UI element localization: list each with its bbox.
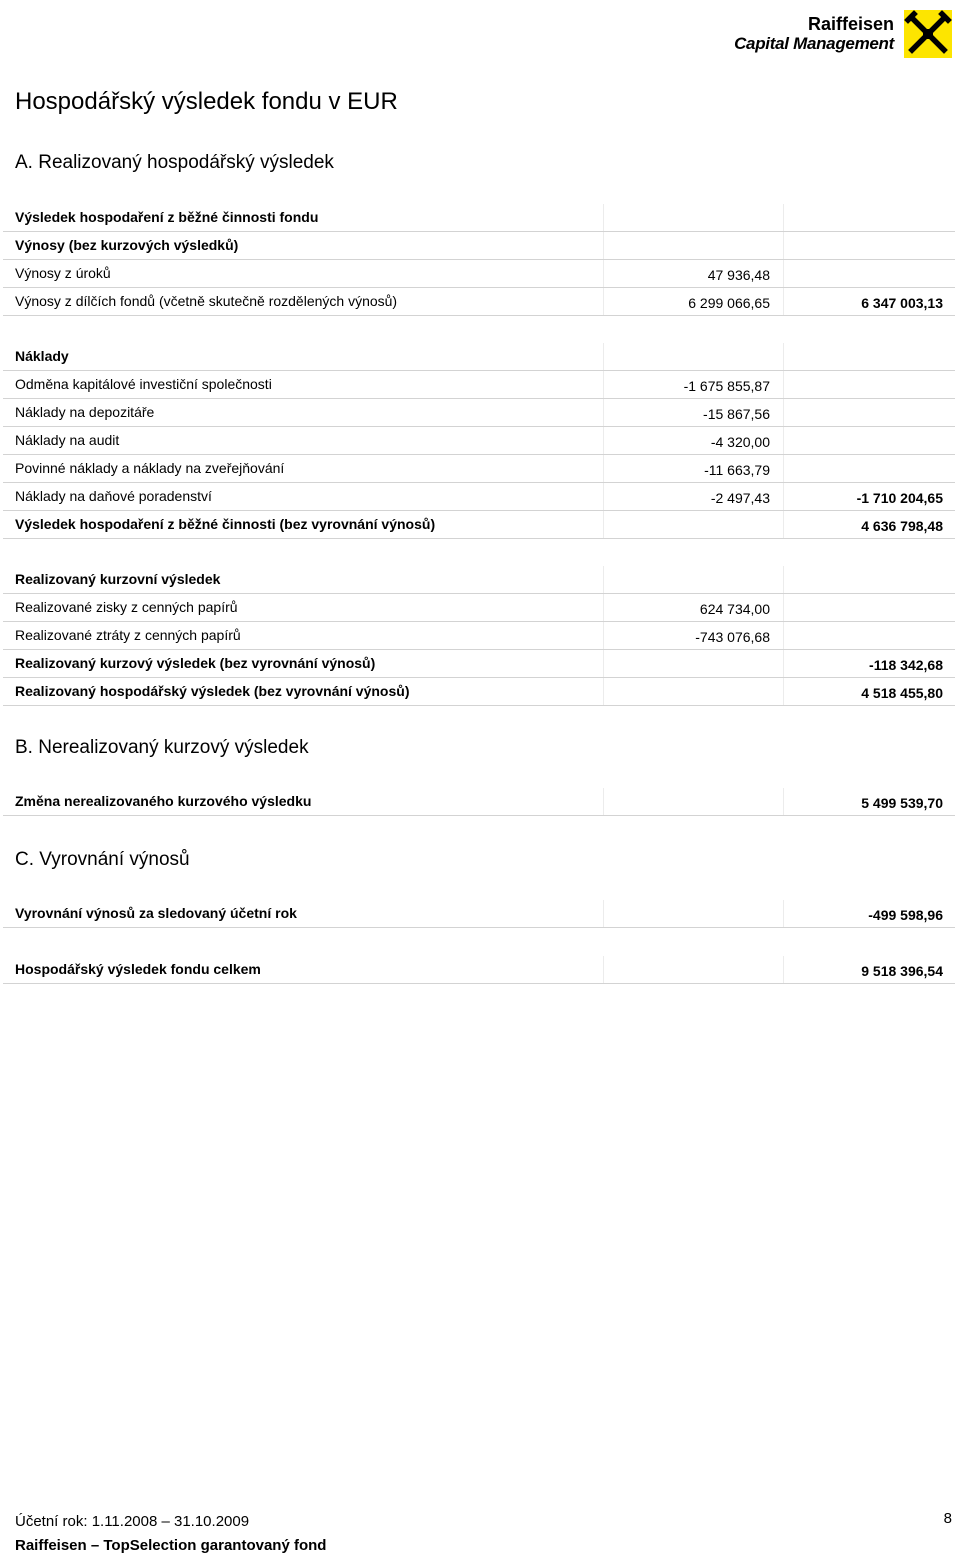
section-a-heading: A. Realizovaný hospodářský výsledek [15,152,334,173]
row-value: -743 076,68 [695,629,770,645]
table-row [3,678,955,706]
row-total: 6 347 003,13 [861,295,943,311]
page-number: 8 [943,1510,952,1527]
row-label: Realizované ztráty z cenných papírů [15,627,241,643]
row-label: Náklady na depozitáře [15,404,155,420]
row-label: Výnosy z dílčích fondů (včetně skutečně rozdělených výnosů) [15,293,398,309]
row-value: -2 497,43 [710,490,770,506]
row-label: Odměna kapitálové investiční společnosti [15,376,272,392]
row-label: Realizovaný kurzovní výsledek [15,571,221,587]
row-total: 4 518 455,80 [861,685,943,701]
row-label: Náklady [15,348,69,364]
row-label: Výnosy z úroků [15,265,111,281]
row-label: Výnosy (bez kurzových výsledků) [15,237,239,253]
footer-fund-name: Raiffeisen – TopSelection garantovaný fond [15,1537,327,1554]
row-value: -1 675 855,87 [683,378,770,394]
table-row [3,788,955,816]
table-row [3,511,955,539]
row-total: 4 636 798,48 [861,518,943,534]
table-row [3,204,955,232]
row-total: -118 342,68 [869,657,943,673]
table-row [3,371,955,399]
row-total: 9 518 396,54 [861,963,943,979]
footer [15,1510,326,1558]
table-row [3,483,955,511]
row-label: Realizovaný kurzový výsledek (bez vyrovnání výnosů) [15,655,376,671]
table-row [3,260,955,288]
row-label: Změna nerealizovaného kurzového výsledku [15,793,312,809]
table-row [3,956,955,984]
row-value: -4 320,00 [710,434,770,450]
row-total: -499 598,96 [868,907,943,923]
row-label: Realizované zisky z cenných papírů [15,599,238,615]
company-logo [732,10,952,58]
row-value: -15 867,56 [703,406,770,422]
logo-line1: Raiffeisen [807,14,894,34]
table-row [3,232,955,260]
row-total: -1 710 204,65 [856,490,943,506]
row-total: 5 499 539,70 [861,795,943,811]
footer-period: Účetní rok: 1.11.2008 – 31.10.2009 [15,1513,250,1530]
row-label: Realizovaný hospodářský výsledek (bez vyrovnání výnosů) [15,683,410,699]
row-label: Náklady na audit [15,432,120,448]
raiffeisen-gable-cross-icon [904,10,952,58]
row-label: Hospodářský výsledek fondu celkem [15,961,261,977]
table-row [3,288,955,316]
table-row [3,455,955,483]
table-row [3,343,955,371]
section-b-heading: B. Nerealizovaný kurzový výsledek [15,737,309,758]
table-row [3,650,955,678]
logo-line2: Capital Management [734,34,894,53]
table-row [3,566,955,594]
row-value: 624 734,00 [699,601,770,617]
row-label: Výsledek hospodaření z běžné činnosti (bez vyrovnání výnosů) [15,516,436,532]
section-c-heading: C. Vyrovnání výnosů [15,849,190,870]
row-value: -11 663,79 [704,462,770,478]
table-row [3,900,955,928]
table-row [3,594,955,622]
row-value: 6 299 066,65 [688,295,770,311]
row-value: 47 936,48 [707,267,770,283]
row-label: Vyrovnání výnosů za sledovaný účetní rok [15,905,297,921]
page-title: Hospodářský výsledek fondu v EUR [15,88,398,115]
row-label: Náklady na daňové poradenství [15,488,212,504]
row-label: Povinné náklady a náklady na zveřejňování [15,460,285,476]
table-row [3,427,955,455]
table-row [3,399,955,427]
table-row [3,622,955,650]
row-label: Výsledek hospodaření z běžné činnosti fondu [15,209,319,225]
